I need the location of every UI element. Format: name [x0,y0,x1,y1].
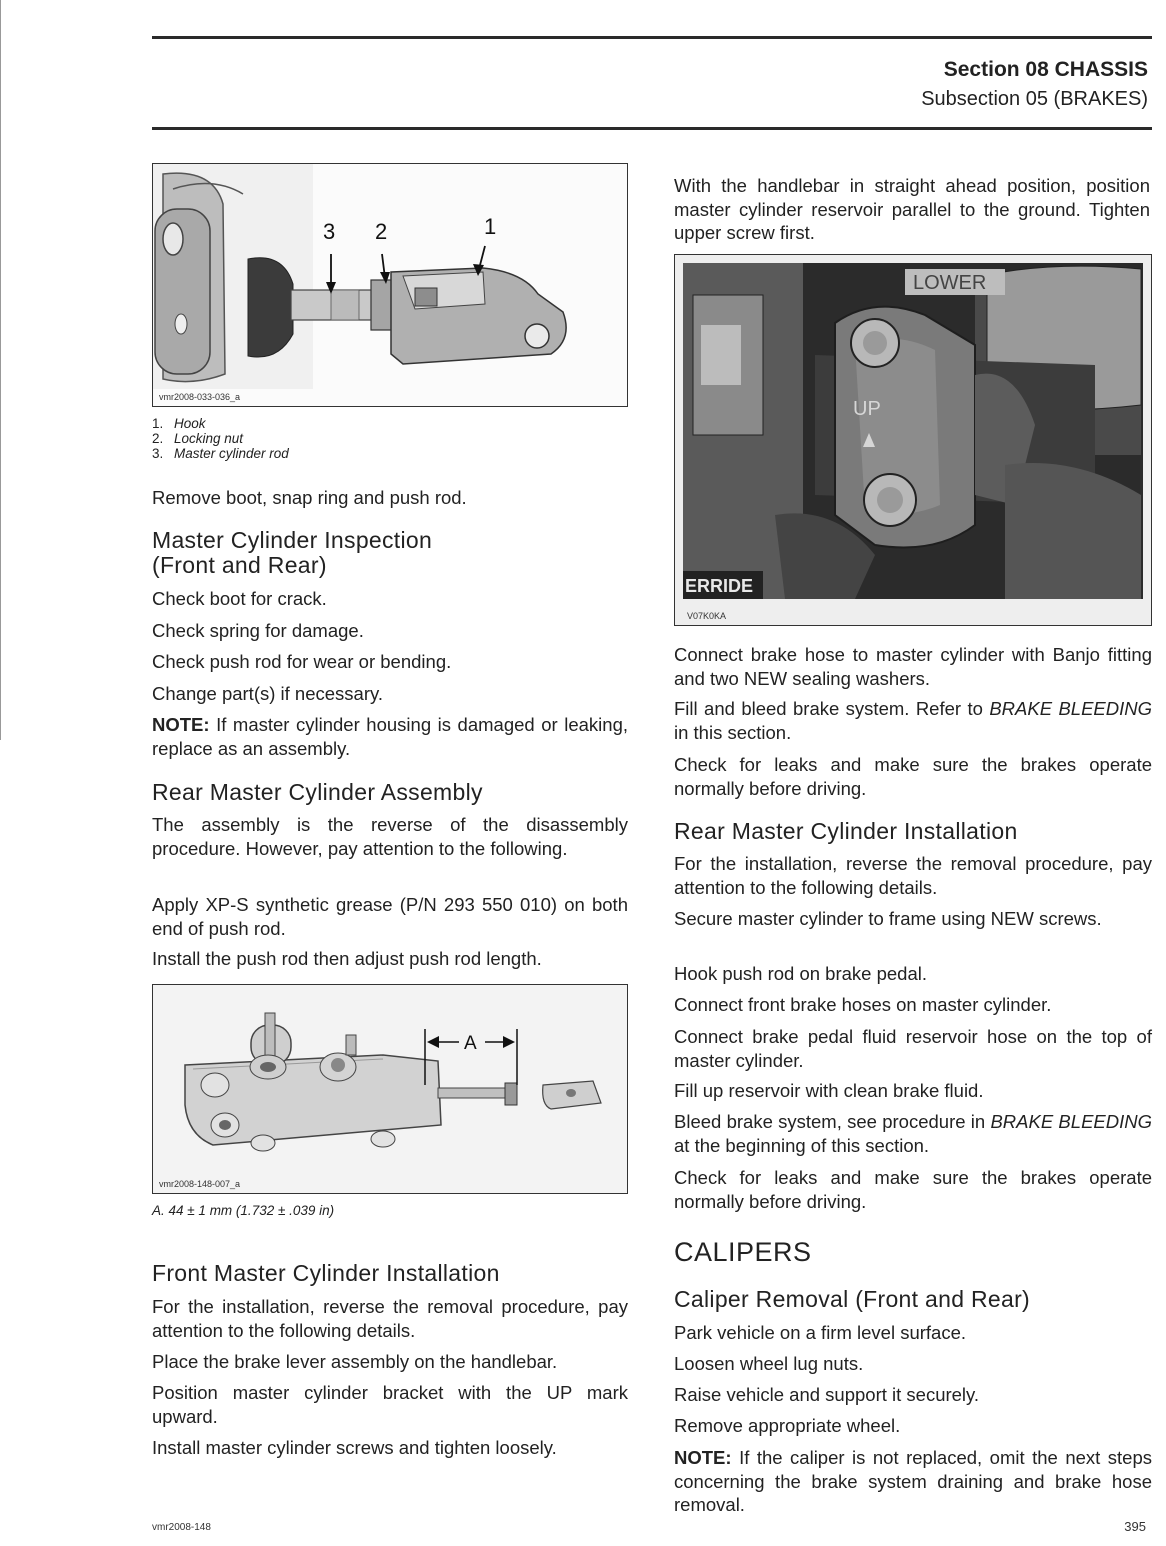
section-prefix: Section 08 [943,58,1055,81]
rear-install-step: For the installation, reverse the removal procedure, pay attention to the following details. [674,853,1152,898]
caption-item: 3. Master cylinder rod [152,446,289,461]
paragraph-connect-hose: Connect brake hose to master cylinder with Banjo fitting and two NEW sealing washers. [674,644,1152,689]
heading-front-master-cylinder-installation: Front Master Cylinder Installation [152,1260,500,1286]
header-bottom-rule [152,127,1152,130]
bracket-photo-figure [674,254,1152,626]
figure-id: vmr2008-033-036_a [159,392,241,402]
assembly-paragraph: Install the push rod then adjust push rod length. [152,948,542,969]
rear-install-step: Fill up reservoir with clean brake fluid. [674,1080,984,1101]
paragraph-check-leaks: Check for leaks and make sure the brakes operate normally before driving. [674,754,1152,799]
subsection-heading: Subsection 05 (BRAKES) [921,88,1148,110]
brake-bleeding-reference: BRAKE BLEEDING [989,698,1152,719]
photo-label-brand: ERRIDE [685,576,754,596]
page-edge-line [0,0,1,740]
figure-caption: A. 44 ± 1 mm (1.732 ± .039 in) [152,1203,335,1218]
heading-master-cylinder-inspection: Master Cylinder Inspection (Front and Rear) [152,527,433,578]
caption-item: 2. Locking nut [152,431,244,446]
front-install-step: Install master cylinder screws and tighten loosely. [152,1437,557,1458]
paragraph-fill-bleed: Fill and bleed brake system. Refer to BRAKE BLEEDING in this section. [674,698,1152,743]
paragraph-check-leaks: Check for leaks and make sure the brakes operate normally before driving. [674,1167,1152,1212]
front-install-step: For the installation, reverse the removal procedure, pay attention to the following details. [152,1296,628,1341]
caliper-removal-step: Raise vehicle and support it securely. [674,1384,980,1405]
figure-caption-list [152,416,289,461]
rear-install-step: Connect brake pedal fluid reservoir hose on the top of master cylinder. [674,1026,1152,1071]
inspection-step: Check spring for damage. [152,620,364,641]
bracket-photo [675,255,1151,625]
footer-doc-id: vmr2008-148 [152,1522,211,1533]
callout-1: 1 [484,214,497,239]
paragraph-remove: Remove boot, snap ring and push rod. [152,487,467,508]
photo-label-lower: LOWER [913,272,987,294]
caliper-removal-step: Loosen wheel lug nuts. [674,1353,864,1374]
push-rod-length-figure [152,984,628,1194]
callout-2: 2 [375,219,388,244]
note-label: NOTE: [152,714,210,735]
master-cylinder-illustration [153,985,627,1193]
photo-label-up: UP [853,398,881,420]
caption-item: 1. Hook [152,416,206,431]
brake-bleeding-reference: BRAKE BLEEDING [990,1111,1152,1132]
note-label: NOTE: [674,1447,732,1468]
figure-id: V07K0KA [687,611,727,621]
master-cylinder-rod-figure [152,163,628,407]
paragraph-bleed-system: Bleed brake system, see procedure in BRAKE BLEEDING at the beginning of this section. [674,1111,1152,1156]
inspection-step: Change part(s) if necessary. [152,683,384,704]
section-heading [944,58,1148,82]
callout-3: 3 [323,219,336,244]
heading-caliper-removal: Caliper Removal (Front and Rear) [674,1286,1031,1312]
rear-install-step: Connect front brake hoses on master cylinder. [674,994,1052,1015]
callout-a: A [464,1033,477,1054]
rear-install-step: Hook push rod on brake pedal. [674,963,928,984]
caliper-removal-step: Park vehicle on a firm level surface. [674,1322,967,1343]
heading-rear-master-cylinder-installation: Rear Master Cylinder Installation [674,818,1018,844]
inspection-step: Check boot for crack. [152,588,327,609]
page-number: 395 [1124,1519,1146,1534]
heading-calipers: CALIPERS [674,1237,812,1267]
figure-id: vmr2008-148-007_a [159,1179,241,1189]
section-name: CHASSIS [1054,58,1148,81]
assembly-paragraph: The assembly is the reverse of the disassembly procedure. However, pay attention to the following. [152,814,628,859]
front-install-step: Position master cylinder bracket with the UP mark upward. [152,1382,628,1427]
paragraph-handlebar-position: With the handlebar in straight ahead position, position master cylinder reservoir parallel to the ground. Tighten upper screw first. [674,175,1150,243]
heading-rear-master-cylinder-assembly: Rear Master Cylinder Assembly [152,779,483,805]
front-install-step: Place the brake lever assembly on the handlebar. [152,1351,558,1372]
caliper-removal-step: Remove appropriate wheel. [674,1415,901,1436]
rear-install-step: Secure master cylinder to frame using NEW screws. [674,908,1102,929]
note-caliper-not-replaced: NOTE: If the caliper is not replaced, omit the next steps concerning the brake system draining and brake hose removal. [674,1447,1153,1515]
note-housing-damaged: NOTE: If master cylinder housing is damaged or leaking, replace as an assembly. [152,714,628,759]
inspection-step: Check push rod for wear or bending. [152,651,452,672]
assembly-paragraph: Apply XP-S synthetic grease (P/N 293 550 010) on both end of push rod. [152,894,628,939]
header-top-rule [152,36,1152,39]
master-cylinder-rod-illustration [153,164,627,406]
